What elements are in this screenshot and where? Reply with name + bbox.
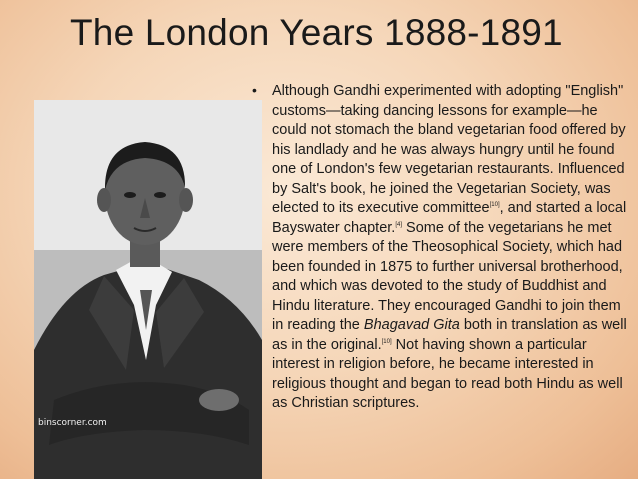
gandhi-portrait-photo: [34, 100, 262, 479]
bullet-text-part-2: , and started a local Bayswater chapter.: [272, 200, 627, 236]
citation-ref-3: [10]: [381, 338, 392, 345]
book-title: Bhagavad Gita: [363, 317, 460, 333]
bullet-paragraph: [272, 82, 634, 414]
bullet-text-part-1: Although Gandhi experimented with adopting "English" customs—taking dancing lessons for example—he could not stomach the bland vegetarian food offered by his landlady and he was always hungry until he found one of London's few vegetarian restaurants. Influenced by Salt's book, he joined the Vegetarian Society, was elected to its executive committee: [272, 83, 626, 216]
bullet-text-part-5: Not having shown a particular interest in religion before, he became interested in religious thought and began to read both Hindu as well as Christian scriptures.: [272, 336, 623, 411]
bullet-text-part-3: Some of the vegetarians he met were members of the Theosophical Society, which had been founded in 1875 to further universal brotherhood, and which was devoted to the study of Buddhist and Hindu literature. They encouraged Gandhi to join them in reading the: [272, 219, 623, 333]
photo-credit-watermark: binscorner.com: [38, 418, 107, 428]
citation-ref-1: [10]: [489, 202, 500, 209]
slide-title: The London Years 1888-1891: [70, 12, 563, 53]
bullet-text-part-4: both in translation as well as in the original.: [272, 317, 627, 353]
bullet-marker: •: [252, 82, 257, 98]
citation-ref-2: [4]: [395, 221, 402, 228]
